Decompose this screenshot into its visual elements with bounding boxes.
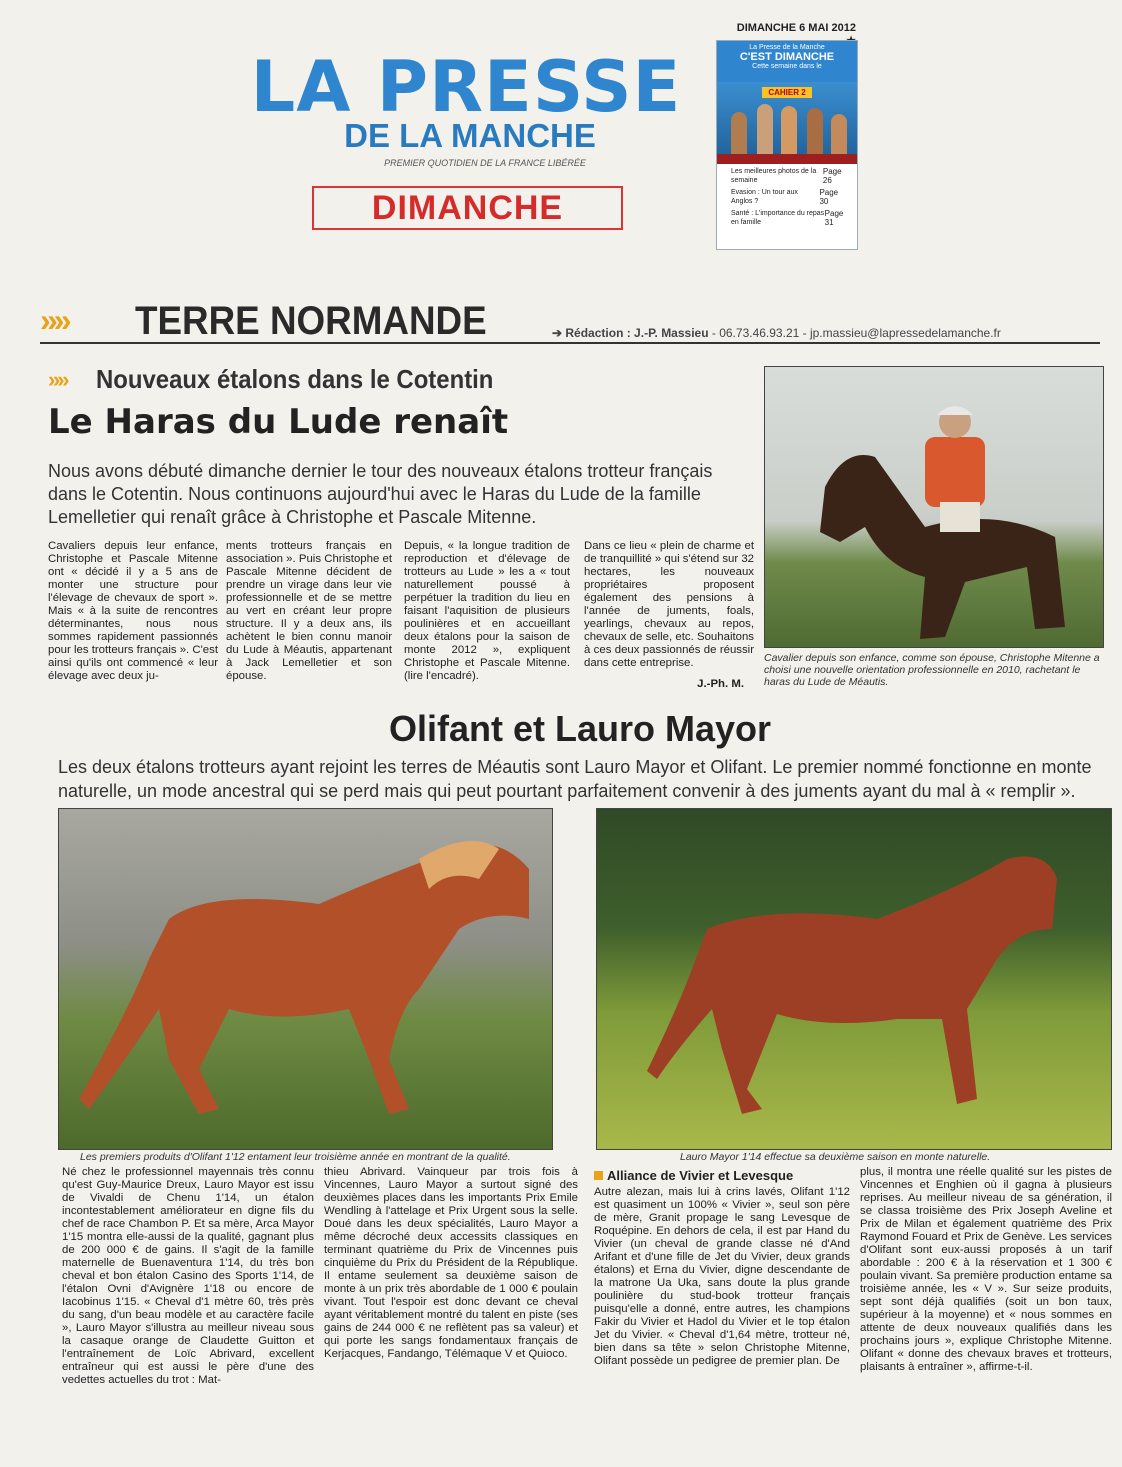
redaction-contact: - 06.73.46.93.21 - jp.massieu@lapressedelamanche.fr <box>708 326 1001 340</box>
article2-subhead <box>594 1168 854 1183</box>
article1-column: Depuis, « la longue tradition de reproduction et d'élevage de trotteurs au Lude » les a « tout naturellement poussé à perpétuer la tradition du lieu en faisant l'aquisition de plusieurs poulinières et en accueillant deux étalons pour la saison de monte 2012 », expliquent Christophe et Pascale Mitenne. (lire l'encadré). <box>404 540 570 682</box>
horse-illustration <box>597 809 1111 1149</box>
article-lead: Nous avons débuté dimanche dernier le tour des nouveaux étalons trotteur français dans le Cotentin. Nous continuons aujourd'hui avec le Haras du Lude de la famille Lemelletier qui renaît grâce à Christophe et Pascale Mitenne. <box>48 461 713 527</box>
promo-item-page: Page 26 <box>822 167 842 185</box>
promo-item[interactable] <box>731 188 847 206</box>
article2-column: thieu Abrivard. Vainqueur par trois fois à Vincennes, Lauro Mayor a surtout signé des deuxièmes places dans les importants Prix Emile Wendling à l'attelage et Prix Urgent sous la selle. Doué dans les deux spécialités, Lauro Mayor a même décroché deux accessits classiques en terminant quatrième du Prix de Vincennes puis cinquième du Prix du Président de la République. Il entame seulement sa deuxième saison de monte à un prix très abordable de 1 000 € poulain vivant. Tout l'espoir est donc devant ce cheval ayant véritablement montré du talent en piste (ses gains de 244 000 € ne reflètent pas sa valeur) et qui porte les sangs fondamentaux français de Kerjacques, Fandango, Télémaque V et Quioco. <box>324 1166 578 1360</box>
promo-intro: Cette semaine dans le <box>752 63 822 70</box>
masthead-title: LA PRESSE <box>250 46 682 128</box>
section-title: TERRE NORMANDE <box>135 299 487 343</box>
article2-column: Né chez le professionnel mayennais très connu qu'est Guy-Maurice Dreux, Lauro Mayor est issu de Vivaldi de Chenu 1'14, un étalon incontestablement améliorateur en digne fils du chef de race Chambon P. Et sa mère, Arca Mayor 1'15 montra elle-aussi de la qualité, gagnant plus de 200 000 € de gains. Il s'agit de la famille maternelle de Buenaventura 1'14, du très bon cheval et bon étalon Casino des Sports 1'14, de l'étalon Ovni d'Avignère 1'18 ou encore de Iacobinus 1'15. « Cheval d'1 mètre 60, très près du sang, d'un beau modèle et au caractère facile », Lauro Mayor s'illustra au meilleur niveau sous la casaque orange de Claudette Guitton et l'entraînement de Loïc Abrivard, excellent entraîneur qui est aussi le père d'une des vedettes actuelles du trot : Mat- <box>62 1166 314 1386</box>
square-bullet-icon <box>594 1171 603 1180</box>
article-kicker: Nouveaux étalons dans le Cotentin <box>96 364 494 394</box>
promo-item-page: Page 30 <box>819 188 839 206</box>
signature: J.-Ph. M. <box>697 678 744 690</box>
article2-lead: Les deux étalons trotteurs ayant rejoint les terres de Méautis sont Lauro Mayor et Olifant. Le premier nommé fonctionne en monte naturelle, un mode ancestral qui se perd mais qui peut pourtant parfaitement convenir à des juments ayant du mal à « remplir ». <box>58 757 1092 801</box>
promo-item-label: Evasion : Un tour aux Anglos ? <box>731 189 798 205</box>
stage <box>717 154 857 164</box>
article1-column: Cavaliers depuis leur enfance, Christophe et Pascale Mitenne ont « décidé il y a 5 ans de monter une structure pour l'élevage de chevaux de sport ». Mais « à la suite de rencontres déterminantes, nous nous sommes rapidement passionnés pour les trotteurs français ». C'est ainsi qu'ils ont commencé « leur élevage avec deux ju- <box>48 540 218 682</box>
promo-items <box>717 164 857 227</box>
promo-item[interactable] <box>731 167 847 185</box>
article2-column: plus, il montra une réelle qualité sur les pistes de Vincennes et Enghien où il gagna à plusieurs reprises. Au meilleur niveau de sa génération, il se classa troisième des Prix Joseph Aveline et Prix de Milan et également quatrième des Prix Raymond Fouard et Prix de Genève. Les services d'Olifant sont eux-aussi proposés à un tarif abordable : 200 € à la réservation et 1 300 € poulain vivant. Sa première production entame sa troisième année, les « V ». Sur seize produits, sept sont déjà qualifiés (soit un bon taux, supérieur à la moyenne) et « nous sommes en attente de deux nouveaux qualifiés dans les prochains jours », explique Christophe Mitenne. Olifant « donne des chevaux braves et trotteurs, plaisants à entraîner », affirme-t-il. <box>860 1166 1112 1373</box>
promo-cahier-badge: CAHIER 2 <box>762 87 811 98</box>
article2-column: Autre alezan, mais lui à crins lavés, Olifant 1'12 est quasiment un 100% « Vivier », seul son père de mère, Granit propage le sang Levesque de Roquépine. En dehors de cela, il est par Hand du Vivier (un cheval de grande classe né d'And Arifant et d'une fille de Jet du Vivier, deux grands étalons) et Erna du Vivier, digne descendante de la matrone Ua Uka, sans doute la plus grande poulinière du stud-book trotteur français puisqu'elle a donné, entre autres, les champions Fakir du Vivier et Hadol du Vivier et le top étalon Jet du Vivier. « Cheval d'1,64 mètre, trotteur né, bien dans sa tête » selon Christophe Mitenne, Olifant possède un pedigree de premier plan. De <box>594 1186 850 1367</box>
photo2-caption: Lauro Mayor 1'14 effectue sa deuxième saison en monte naturelle. <box>680 1151 991 1163</box>
rider-photo-caption: Cavalier depuis son enfance, comme son épouse, Christophe Mitenne a choisi une nouvelle orientation professionnelle en 2010, rachetant le haras du Lude de Méautis. <box>764 652 1100 688</box>
section-chevrons: »» <box>40 302 68 338</box>
promo-photo <box>717 82 857 164</box>
article2-subhead-text: Alliance de Vivier et Levesque <box>607 1168 794 1183</box>
promo-item-label: Les meilleures photos de la semaine <box>731 168 817 184</box>
article1-column: ments trotteurs français en association ». Puis Christophe et Pascale Mitenne décident de prendre un virage dans leur vie professionnelle et de se mettre au vert en créant leur propre structure. Il y a deux ans, ils achètent le bien connu manoir du Lude à Méautis, appartenant à Jack Lemelletier et son épouse. <box>226 540 392 682</box>
article2-title: Olifant et Lauro Mayor <box>388 708 772 749</box>
promo-item-label: Santé : L'importance du repas en famille <box>731 210 825 226</box>
article-headline: Le Haras du Lude renaît <box>48 402 509 442</box>
promo-brand: La Presse de la Manche <box>749 44 825 51</box>
photo1-caption: Les premiers produits d'Olifant 1'12 entament leur troisième année en montrant de la qualité. <box>80 1151 511 1163</box>
olifant-products-photo <box>58 808 553 1150</box>
promo-item[interactable] <box>731 209 847 227</box>
masthead-subtitle: DE LA MANCHE <box>344 117 596 154</box>
masthead-tagline: PREMIER QUOTIDIEN DE LA FRANCE LIBÉRÉE <box>384 158 586 168</box>
edition-box: DIMANCHE <box>312 186 623 230</box>
rider-photo <box>764 366 1104 648</box>
promo-item-page: Page 31 <box>824 209 844 227</box>
lauro-mayor-photo <box>596 808 1112 1150</box>
article1-column: Dans ce lieu « plein de charme et de tranquillité » qui s'étend sur 32 hectares, les nouveaux propriétaires proposent également des pensions à l'année de juments, foals, yearlings, chevaux au repos, chevaux de selle, etc. Souhaitons à ces deux passionnés de réussir dans cette entreprise. <box>584 540 754 669</box>
promo-box <box>716 40 858 250</box>
promo-title: C'EST DIMANCHE <box>739 51 835 63</box>
dateline: DIMANCHE 6 MAI 2012 <box>736 22 856 34</box>
kicker-chevrons: »» <box>48 367 67 392</box>
redaction-line <box>552 326 1001 340</box>
rider-illustration <box>765 367 1103 647</box>
horse-illustration <box>59 809 552 1149</box>
promo-header <box>717 41 857 82</box>
redaction-label: ➔ Rédaction : J.-P. Massieu <box>552 326 709 340</box>
